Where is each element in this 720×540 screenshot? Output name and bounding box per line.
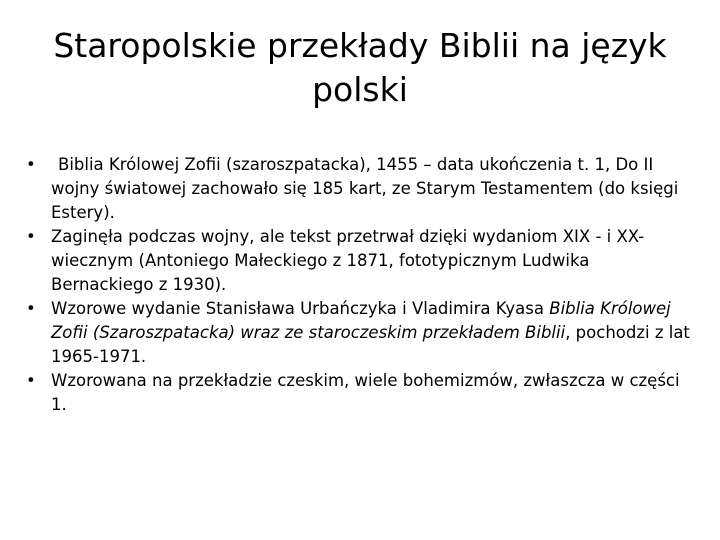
bullet-text-italic-title: Biblia Królowej Zofii (Szaroszpatacka) wraz ze staroczeskim przekładem Biblii (51, 299, 671, 342)
bullet-item-3 (26, 297, 690, 369)
bullet-item-4 (26, 369, 690, 417)
slide-title: Staropolskie przekłady Biblii na język polski (53, 26, 667, 109)
bullet-text: Wzorowe wydanie Stanisława Urbańczyka i Vladimira Kyasa (51, 299, 550, 318)
bullet-item-1 (26, 153, 690, 225)
bullet-text: Wzorowana na przekładzie czeskim, wiele bohemizmów, zwłaszcza w części 1. (51, 371, 680, 414)
bullet-text: , pochodzi z lat 1965-1971. (51, 323, 690, 366)
bullet-dot-icon: • (26, 299, 36, 318)
bullet-item-2 (26, 225, 690, 297)
bullet-dot-icon: • (26, 155, 36, 174)
bullet-dot-icon: • (26, 371, 36, 390)
bullet-dot-icon: • (26, 227, 36, 246)
bullet-text: Biblia Królowej Zofii (szaroszpatacka), 1455 – data ukończenia t. 1, Do II wojny światowej zachowało się 185 kart, ze Starym Testamentem (do księgi Estery). (51, 155, 679, 222)
bullet-list (26, 153, 690, 417)
bullet-text: Zaginęła podczas wojny, ale tekst przetrwał dzięki wydaniom XIX - i XX-wiecznym (Antoniego Małeckiego z 1871, fototypicznym Ludwika Bernackiego z 1930). (51, 227, 645, 294)
